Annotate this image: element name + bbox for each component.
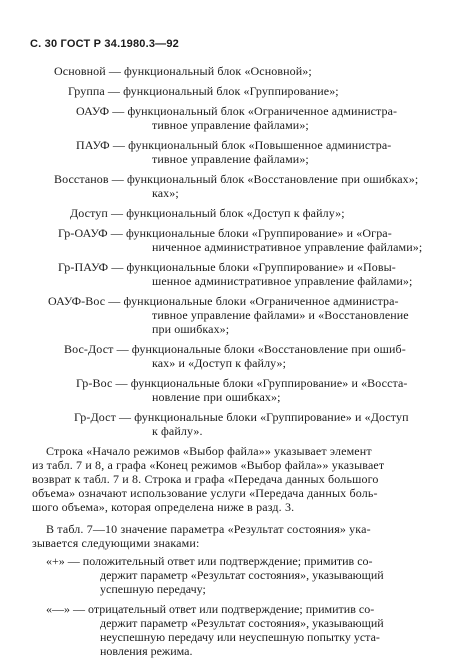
definition-line: Гр-Вос — функциональные блоки «Группирование» и «Восста- bbox=[76, 376, 408, 390]
sign-continuation: новления режима. bbox=[100, 644, 193, 658]
definition-continuation: ках» и «Доступ к файлу»; bbox=[152, 356, 287, 370]
page-header-text: С. 30 ГОСТ Р 34.1980.3—92 bbox=[30, 38, 180, 50]
definition-line: ПАУФ — функциональный блок «Повышенное администра- bbox=[76, 138, 392, 152]
definition-line: Восстанов — функциональный блок «Восстановление при ошибках»; bbox=[54, 172, 419, 186]
definition-line: Вос-Дост — функциональные блоки «Восстановление при ошиб- bbox=[64, 342, 406, 356]
sign-continuation: держит параметр «Результат состояния», указывающий bbox=[100, 568, 384, 582]
sign-line: «+» — положительный ответ или подтверждение; примитив со- bbox=[46, 554, 373, 568]
definition-line: Гр-ОАУФ — функциональные блоки «Группирование» и «Огра- bbox=[58, 226, 392, 240]
definition-continuation: к файлу». bbox=[152, 424, 203, 438]
definition-line: Основной — функциональный блок «Основной»; bbox=[54, 64, 312, 78]
paragraph-line: возврат к табл. 7 и 8. Строка и графа «Передача данных большого bbox=[32, 472, 379, 486]
sign-continuation: неуспешную передачу или неуспешную попытку уста- bbox=[100, 630, 380, 644]
definition-continuation: тивное управление файлами»; bbox=[152, 118, 309, 132]
definition-continuation: тивное управление файлами» и «Восстановление bbox=[152, 308, 409, 322]
paragraph-line: зывается следующими знаками: bbox=[32, 536, 200, 550]
sign-continuation: успешную передачу; bbox=[100, 582, 206, 596]
definition-line: ОАУФ-Вос — функциональные блоки «Ограниченное администра- bbox=[48, 294, 399, 308]
paragraph-line: шого объема», которая определена ниже в разд. 3. bbox=[32, 500, 295, 514]
definition-continuation: шенное административное управление файлами»; bbox=[152, 274, 413, 288]
paragraph-line: из табл. 7 и 8, а графа «Конец режимов «Выбор файла»» указывает bbox=[32, 458, 385, 472]
definition-line: Гр-ПАУФ — функциональные блоки «Группирование» и «Повы- bbox=[58, 260, 396, 274]
paragraph-line: Строка «Начало режимов «Выбор файла»» указывает элемент bbox=[46, 444, 372, 458]
definition-line: ОАУФ — функциональный блок «Ограниченное администра- bbox=[76, 104, 398, 118]
definition-continuation: при ошибках»; bbox=[152, 322, 230, 336]
page-header bbox=[30, 38, 179, 50]
definition-continuation: ках»; bbox=[152, 186, 179, 200]
definition-line: Доступ — функциональный блок «Доступ к файлу»; bbox=[70, 206, 345, 220]
definition-continuation: новление при ошибках»; bbox=[152, 390, 281, 404]
paragraph-line: объема» означают использование услуги «Передача данных боль- bbox=[32, 486, 378, 500]
paragraph-line: В табл. 7—10 значение параметра «Результат состояния» ука- bbox=[46, 522, 371, 536]
definition-continuation: тивное управление файлами»; bbox=[152, 152, 309, 166]
definition-continuation: ниченное административное управление файлами»; bbox=[152, 240, 423, 254]
sign-continuation: держит параметр «Результат состояния», указывающий bbox=[100, 616, 384, 630]
sign-line: «—» — отрицательный ответ или подтверждение; примитив со- bbox=[46, 602, 375, 616]
definition-line: Группа — функциональный блок «Группирование»; bbox=[68, 84, 339, 98]
definition-line: Гр-Дост — функциональные блоки «Группирование» и «Доступ bbox=[74, 410, 409, 424]
